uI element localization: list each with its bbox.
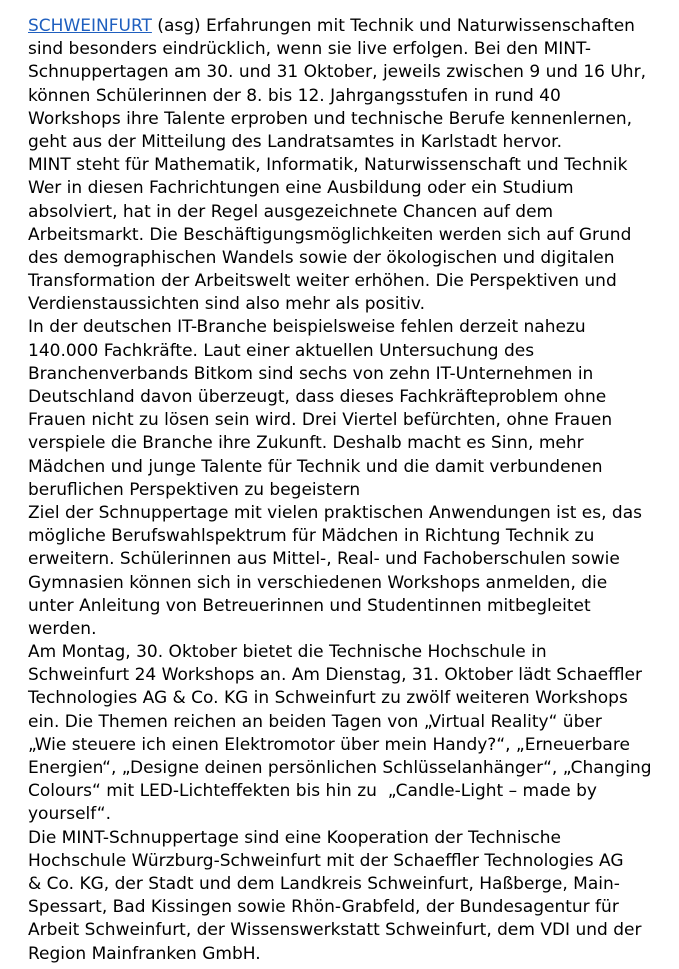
article-line: Gymnasien können sich in verschiedenen Workshops anmelden, die <box>28 572 608 593</box>
article-line: Colours“ mit LED-Lichteffekten bis hin zu „Candle-Light – made by <box>28 781 597 802</box>
article-line: Am Montag, 30. Oktober bietet die Technische Hochschule in <box>28 642 547 663</box>
article-line: yourself“. <box>28 804 111 825</box>
article-line: Deutschland davon überzeugt, dass dieses Fachkräfteproblem ohne <box>28 387 607 407</box>
article-line: mögliche Berufswahlspektrum für Mädchen in Richtung Technik zu <box>28 526 595 547</box>
article-line: Transformation der Arbeitswelt weiter erhöhen. Die Perspektiven und <box>28 271 617 292</box>
article-line: Schweinfurt 24 Workshops an. Am Dienstag, 31. Oktober lädt Schaeffler <box>28 665 642 686</box>
article-line: Branchenverbands Bitkom sind sechs von zehn IT-Unternehmen in <box>28 363 594 384</box>
article-line: Frauen nicht zu lösen sein wird. Drei Viertel befürchten, ohne Frauen <box>28 410 613 431</box>
article-line: geht aus der Mitteilung des Landratsamtes in Karlstadt hervor. <box>28 131 563 152</box>
article-line: Hochschule Würzburg-Schweinfurt mit der Schaeffler Technologies AG <box>28 850 624 871</box>
article-line: ein. Die Themen reichen an beiden Tagen von „Virtual Reality“ über <box>28 711 602 732</box>
article-line: Workshops ihre Talente erproben und technische Berufe kennenlernen, <box>28 108 633 129</box>
article-line: „Wie steuere ich einen Elektromotor über mein Handy?“, „Erneuerbare <box>28 734 630 755</box>
article-line: 140.000 Fachkräfte. Laut einer aktuellen Untersuchung des <box>28 340 535 361</box>
first-line-text: (asg) Erfahrungen mit Technik und Naturwissenschaften <box>151 16 635 36</box>
article-line: sind besonders eindrücklich, wenn sie live erfolgen. Bei den MINT- <box>28 39 591 60</box>
article-line: & Co. KG, der Stadt und dem Landkreis Schweinfurt, Haßberge, Main- <box>28 873 620 894</box>
article-line: MINT steht für Mathematik, Informatik, Naturwissenschaft und Technik <box>28 155 628 176</box>
article-line: Mädchen und junge Talente für Technik und die damit verbundenen <box>28 456 603 477</box>
article-line: Spessart, Bad Kissingen sowie Rhön-Grabfeld, der Bundesagentur für <box>28 897 619 918</box>
article-line: Die MINT-Schnuppertage sind eine Kooperation der Technische <box>28 827 562 848</box>
article-line: beruflichen Perspektiven zu begeistern <box>28 479 361 500</box>
article-line: Arbeit Schweinfurt, der Wissenswerkstatt Schweinfurt, dem VDI und der <box>28 920 642 941</box>
article-line: Ziel der Schnuppertage mit vielen praktischen Anwendungen ist es, das <box>28 502 642 523</box>
article-line: Wer in diesen Fachrichtungen eine Ausbildung oder ein Studium <box>28 178 574 199</box>
article-line: erweitern. Schülerinnen aus Mittel-, Real- und Fachoberschulen sowie <box>28 549 620 570</box>
article-line: können Schülerinnen der 8. bis 12. Jahrgangsstufen in rund 40 <box>28 85 561 106</box>
article-body <box>28 15 679 966</box>
article-line: Schnuppertagen am 30. und 31 Oktober, jeweils zwischen 9 und 16 Uhr, <box>28 62 646 83</box>
dateline-link[interactable]: SCHWEINFURT <box>28 16 152 36</box>
article-line: verspiele die Branche ihre Zukunft. Deshalb macht es Sinn, mehr <box>28 433 584 454</box>
article-line: absolviert, hat in der Regel ausgezeichnete Chancen auf dem <box>28 201 554 222</box>
article-line: In der deutschen IT-Branche beispielsweise fehlen derzeit nahezu <box>28 317 586 338</box>
article-line: Energien“, „Designe deinen persönlichen Schlüsselanhänger“, „Changing <box>28 758 652 778</box>
article-line: werden. <box>28 618 97 639</box>
article-line: Technologies AG & Co. KG in Schweinfurt zu zwölf weiteren Workshops <box>28 688 628 709</box>
article-first-line <box>28 15 679 38</box>
article-line: unter Anleitung von Betreuerinnen und Studentinnen mitbegleitet <box>28 595 591 616</box>
article-line: Verdienstaussichten sind also mehr als positiv. <box>28 294 426 315</box>
article-line: des demographischen Wandels sowie der ökologischen und digitalen <box>28 247 615 268</box>
article-line: Arbeitsmarkt. Die Beschäftigungsmöglichkeiten werden sich auf Grund <box>28 224 632 245</box>
article-line: Region Mainfranken GmbH. <box>28 943 261 964</box>
